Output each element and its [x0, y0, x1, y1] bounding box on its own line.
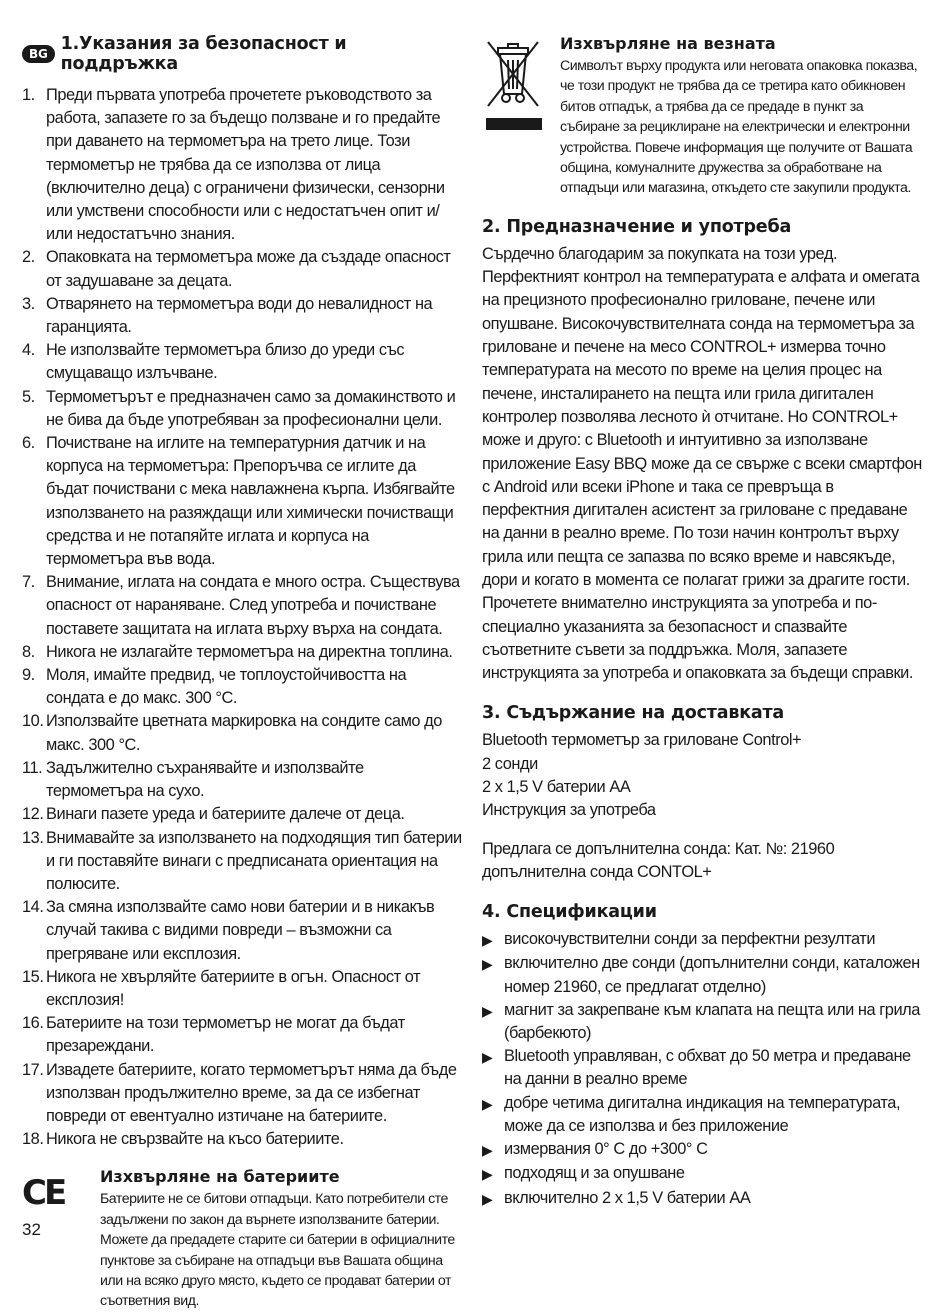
spec-item-text: високочувствителни сонди за перфектни резултати [504, 930, 876, 949]
safety-item [22, 896, 462, 966]
safety-item-text: Никога не хвърляйте батериите в огън. Опасност от експлозия! [46, 967, 421, 1009]
safety-item-text: За смяна използвайте само нови батерии и в никакъв случай такива с видими повреди – възможни са прегряване или експлозия. [46, 898, 435, 963]
spec-item [482, 1045, 922, 1091]
triangle-bullet-icon: ▶ [482, 1049, 493, 1066]
safety-item-number: 1. [22, 86, 35, 104]
safety-item-text: Почистване на иглите на температурния датчик и на корпуса на термометъра: Препоръчва се иглите да бъдат почиствани с мека навлажнена кърпа. Избягвайте използването на разяждащи или химически почистващи средства и не потапяйте иглата и корпуса на термометъра във вода. [46, 434, 455, 569]
spec-item-text: магнит за закрепване към клапата на пещта или на грила (барбекюто) [504, 1000, 920, 1043]
safety-item-text: Използвайте цветната маркировка на сондите само до макс. 300 °C. [46, 712, 442, 754]
safety-item [22, 827, 462, 897]
safety-item [22, 571, 462, 641]
spec-item-text: измервания 0° C до +300° C [504, 1140, 708, 1159]
safety-item-number: 3. [22, 294, 35, 313]
safety-item-number: 6. [22, 434, 35, 453]
delivery-contents [482, 729, 922, 884]
safety-list [22, 84, 462, 1151]
spec-item-text: подходящ и за опушване [504, 1164, 685, 1183]
safety-item-number: 5. [22, 387, 35, 406]
safety-item-number: 4. [22, 341, 35, 360]
safety-item [22, 339, 462, 385]
safety-item-number: 9. [22, 666, 35, 685]
safety-item-text: Не използвайте термометъра близо до уреди със смущаващо излъчване. [46, 341, 405, 383]
safety-item-number: 8. [22, 642, 35, 661]
safety-item [22, 293, 462, 339]
safety-item-number: 14. [22, 898, 44, 917]
safety-item [22, 386, 462, 432]
safety-item-text: Преди първата употреба прочетете ръководството за работа, запазете го за бъдещо ползване и го предайте при даването на термометъра на трето лице. Този термометър не трябва да се използва от лица (включително деца) с ограничени физически, сензорни или умствени способности или с недостатъчен опит и/или недостатъчно знания. [46, 86, 445, 244]
safety-item-text: Никога не свързвайте на късо батериите. [46, 1130, 344, 1149]
safety-item [22, 641, 462, 664]
safety-item-number: 11. [22, 758, 43, 777]
safety-item-text: Задължително съхранявайте и използвайте термометъра на сухо. [46, 758, 364, 801]
spec-item-text: Bluetooth управляван, с обхват до 50 метра и предаване на данни в реално време [504, 1047, 911, 1089]
safety-item-text: Термометърът е предназначен само за домакинството и не бива да бъде употребяван за професионални цели. [46, 387, 456, 429]
safety-item-text: Никога не излагайте термометъра на директна топлина. [46, 642, 453, 661]
language-badge: BG [22, 45, 55, 63]
safety-item [22, 757, 462, 803]
safety-item-text: Батериите на този термометър не могат да бъдат презареждани. [46, 1014, 405, 1056]
safety-item-number: 16. [22, 1014, 44, 1033]
safety-item [22, 246, 462, 292]
section4-title: 4. Спецификации [482, 902, 657, 923]
spec-item [482, 952, 922, 998]
safety-item-number: 12. [22, 805, 44, 824]
safety-item-text: Внимавайте за използването на подходящия тип батерии и ги поставяйте винаги с предписаната ориентация на полюсите. [46, 828, 462, 893]
safety-item-text: Опаковката на термометъра може да създаде опасност от задушаване за децата. [46, 248, 451, 290]
delivery-item: Инструкция за употреба [482, 801, 656, 820]
ce-mark-icon: CE [22, 1173, 65, 1214]
section1-title: 1.Указания за безопасност и поддръжка [60, 34, 347, 74]
spec-item [482, 1138, 922, 1162]
safety-item-text: Отварянето на термометъра води до невалидност на гаранцията. [46, 294, 433, 337]
safety-item [22, 1128, 462, 1151]
spec-item [482, 1162, 922, 1186]
safety-item-number: 17. [22, 1060, 44, 1079]
triangle-bullet-icon: ▶ [482, 1002, 493, 1019]
left-column [22, 34, 462, 1312]
safety-item-number: 18. [22, 1130, 44, 1149]
scale-disposal-title: Изхвърляне на везната [560, 34, 776, 53]
spec-item-text: включително 2 x 1,5 V батерии AA [504, 1188, 751, 1207]
triangle-bullet-icon: ▶ [482, 1190, 493, 1207]
safety-item-text: Извадете батериите, когато термометърът няма да бъде използван продължително време, за да се избегнат повреди от евентуално изтичане на батериите. [46, 1060, 457, 1125]
triangle-bullet-icon: ▶ [482, 1095, 493, 1112]
safety-item [22, 1012, 462, 1058]
safety-item-text: Винаги пазете уреда и батериите далече от деца. [46, 805, 405, 824]
safety-item-text: Внимание, иглата на сондата е много остра. Съществува опасност от нараняване. След употреба и почистване поставете защитата на иглата върху върха на сондата. [46, 573, 460, 638]
extra-probe-note: Предлага се допълнителна сонда: Кат. №: 21960 [482, 839, 835, 858]
safety-item [22, 710, 462, 756]
section3-title: 3. Съдържание на доставката [482, 703, 785, 724]
safety-item [22, 803, 462, 826]
delivery-item: 2 x 1,5 V батерии AA [482, 778, 631, 797]
crossed-bin-icon [482, 34, 560, 199]
spec-item [482, 1092, 922, 1138]
safety-item-number: 7. [22, 573, 35, 592]
extra-probe-note: допълнителна сонда CONTOL+ [482, 862, 712, 881]
triangle-bullet-icon: ▶ [482, 932, 493, 949]
safety-item-text: Моля, имайте предвид, че топлоустойчивостта на сондата е до макс. 300 °C. [46, 666, 407, 708]
spec-item-text: добре четима дигитална индикация на температурата, може да се използва и без приложение [504, 1093, 901, 1135]
battery-disposal-text: Батериите не се битови отпадъци. Като потребители сте задължени по закон да върнете използваните батерии. Можете да предадете старите си батерии в официалните пунктове за събиране на отпадъци във Вашата община или на всяко друго място, където се продават батерии от съответния вид. [100, 1191, 455, 1310]
spec-item-text: включително две сонди (допълнителни сонди, каталожен номер 21960, се предлагат отделно) [504, 954, 920, 996]
section1-heading [22, 34, 462, 74]
safety-item [22, 1059, 462, 1129]
scale-disposal [482, 34, 922, 199]
safety-item-number: 13. [22, 828, 44, 847]
safety-item [22, 84, 462, 246]
spec-item [482, 928, 922, 952]
triangle-bullet-icon: ▶ [482, 1166, 493, 1183]
scale-disposal-text: Символът върху продукта или неговата опаковка показва, че този продукт не трябва да се третира като обикновен битов отпадък, а трябва да се предаде в пункт за събиране за рециклиране на електрически и електронни устройства. Повече информация ще получите от Вашата община, комуналните дружества за обработване на отпадъци или магазина, откъдето сте закупили продукта. [560, 58, 918, 197]
safety-item [22, 966, 462, 1012]
safety-item-number: 15. [22, 967, 44, 986]
spec-item [482, 999, 922, 1045]
delivery-item: Bluetooth термометър за гриловане Control+ [482, 731, 802, 750]
right-column [482, 34, 922, 1211]
safety-item [22, 664, 462, 710]
section2-title: 2. Предназначение и употреба [482, 216, 792, 237]
section2-text: Сърдечно благодарим за покупката на този уред. Перфектният контрол на температурата е алфата и омегата на прецизното професионално гриловане, печене или опушване. Високочувствителната сонда на термометъра за гриловане и печене на месо CONTROL+ измерва точно температурата на месото по време на целия процес на печене, инсталирането на пещта или грила дигитален контролер позволява лесното ѝ отчитане. Но CONTROL+ може и друго: с Bluetooth и интуитивно за използване приложение Easy BBQ може да се свърже с всеки смартфон с Android или всеки iPhone и така се превръща в перфектния дигитален асистент за гриловане с предаване на данни в реално време. По този начин контролът върху грила или пещта се запазва по всяко време и навсякъде, дори и когато в момента се полагат грижи за драгите гости. Прочетете внимателно инструкцията за употреба и по-специално указанията за безопасност и спазвайте съответните съвети за поддръжка. Моля, запазете инструкцията за употреба и опаковката за бъдещи справки. [482, 244, 922, 683]
battery-disposal-title: Изхвърляне на батериите [100, 1167, 340, 1187]
spec-item [482, 1187, 922, 1211]
battery-disposal [22, 1167, 462, 1311]
triangle-bullet-icon: ▶ [482, 956, 493, 973]
delivery-item: 2 сонди [482, 754, 538, 773]
page-number: 32 [22, 1220, 41, 1239]
safety-item [22, 432, 462, 571]
specs-list [482, 928, 922, 1210]
safety-item-number: 2. [22, 248, 35, 267]
safety-item-number: 10. [22, 712, 44, 731]
triangle-bullet-icon: ▶ [482, 1142, 493, 1159]
